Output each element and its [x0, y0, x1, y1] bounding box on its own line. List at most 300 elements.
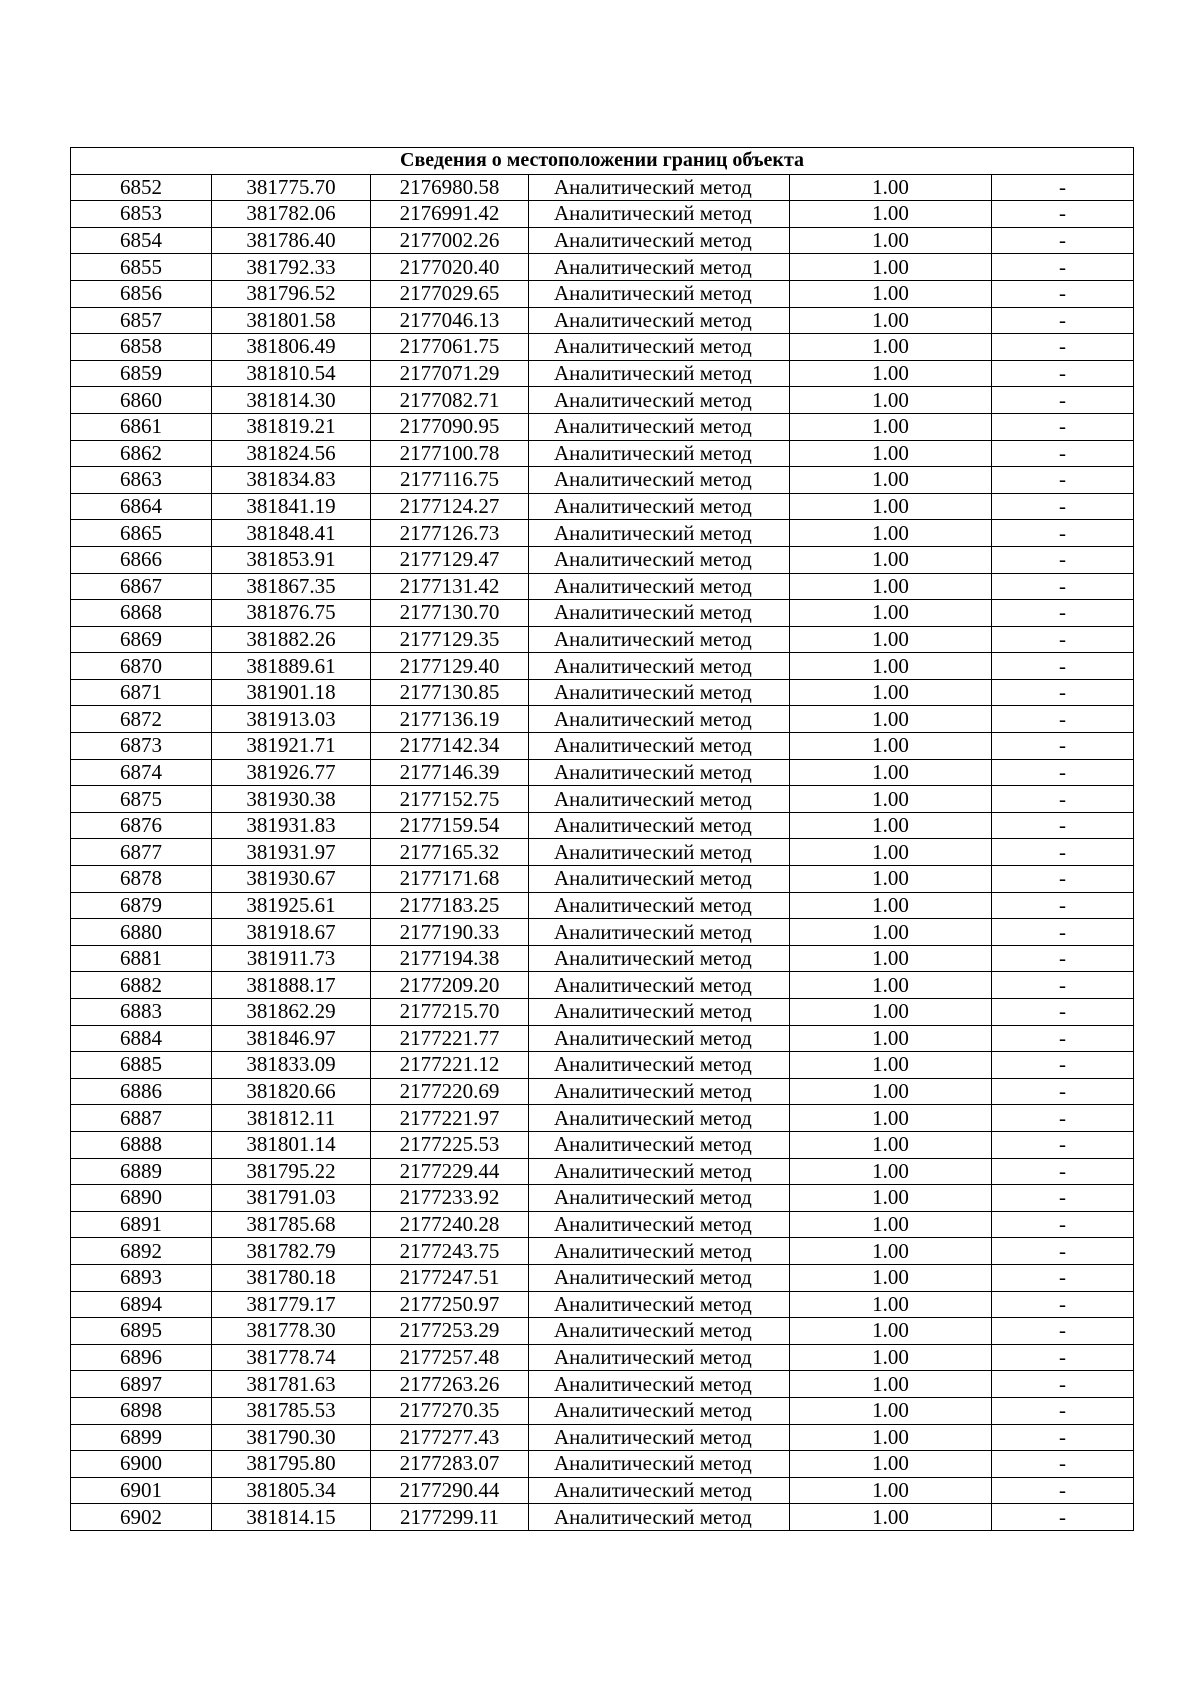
point-number-cell: 6859 — [71, 360, 212, 387]
accuracy-cell: 1.00 — [790, 201, 992, 228]
table-row — [71, 1025, 1134, 1052]
description-cell: - — [992, 493, 1134, 520]
x-coordinate-cell: 381820.66 — [212, 1078, 371, 1105]
description-cell: - — [992, 1211, 1134, 1238]
point-number-cell: 6893 — [71, 1264, 212, 1291]
description-cell: - — [992, 254, 1134, 281]
accuracy-cell: 1.00 — [790, 280, 992, 307]
table-row — [71, 1371, 1134, 1398]
table-row — [71, 1078, 1134, 1105]
point-number-cell: 6892 — [71, 1238, 212, 1265]
accuracy-cell: 1.00 — [790, 467, 992, 494]
y-coordinate-cell: 2177270.35 — [371, 1397, 529, 1424]
x-coordinate-cell: 381778.30 — [212, 1318, 371, 1345]
x-coordinate-cell: 381781.63 — [212, 1371, 371, 1398]
x-coordinate-cell: 381930.67 — [212, 866, 371, 893]
point-number-cell: 6867 — [71, 573, 212, 600]
table-row — [71, 546, 1134, 573]
y-coordinate-cell: 2177283.07 — [371, 1451, 529, 1478]
point-number-cell: 6902 — [71, 1504, 212, 1531]
x-coordinate-cell: 381901.18 — [212, 679, 371, 706]
description-cell: - — [992, 546, 1134, 573]
point-number-cell: 6884 — [71, 1025, 212, 1052]
accuracy-cell: 1.00 — [790, 1371, 992, 1398]
description-cell: - — [992, 307, 1134, 334]
table-row — [71, 493, 1134, 520]
description-cell: - — [992, 653, 1134, 680]
table-row — [71, 839, 1134, 866]
method-cell: Аналитический метод — [529, 1211, 790, 1238]
description-cell: - — [992, 866, 1134, 893]
accuracy-cell: 1.00 — [790, 892, 992, 919]
y-coordinate-cell: 2177029.65 — [371, 280, 529, 307]
y-coordinate-cell: 2177220.69 — [371, 1078, 529, 1105]
point-number-cell: 6887 — [71, 1105, 212, 1132]
method-cell: Аналитический метод — [529, 892, 790, 919]
y-coordinate-cell: 2177090.95 — [371, 413, 529, 440]
y-coordinate-cell: 2177159.54 — [371, 812, 529, 839]
x-coordinate-cell: 381785.53 — [212, 1397, 371, 1424]
y-coordinate-cell: 2177146.39 — [371, 759, 529, 786]
y-coordinate-cell: 2177263.26 — [371, 1371, 529, 1398]
description-cell: - — [992, 573, 1134, 600]
accuracy-cell: 1.00 — [790, 1451, 992, 1478]
description-cell: - — [992, 440, 1134, 467]
point-number-cell: 6898 — [71, 1397, 212, 1424]
accuracy-cell: 1.00 — [790, 413, 992, 440]
description-cell: - — [992, 892, 1134, 919]
accuracy-cell: 1.00 — [790, 972, 992, 999]
point-number-cell: 6856 — [71, 280, 212, 307]
x-coordinate-cell: 381778.74 — [212, 1344, 371, 1371]
method-cell: Аналитический метод — [529, 1052, 790, 1079]
x-coordinate-cell: 381930.38 — [212, 786, 371, 813]
method-cell: Аналитический метод — [529, 440, 790, 467]
x-coordinate-cell: 381806.49 — [212, 334, 371, 361]
table-row — [71, 1211, 1134, 1238]
x-coordinate-cell: 381862.29 — [212, 999, 371, 1026]
table-row — [71, 972, 1134, 999]
method-cell: Аналитический метод — [529, 1185, 790, 1212]
table-row — [71, 1238, 1134, 1265]
point-number-cell: 6889 — [71, 1158, 212, 1185]
x-coordinate-cell: 381775.70 — [212, 174, 371, 201]
x-coordinate-cell: 381782.06 — [212, 201, 371, 228]
x-coordinate-cell: 381814.15 — [212, 1504, 371, 1531]
table-row — [71, 334, 1134, 361]
point-number-cell: 6873 — [71, 733, 212, 760]
description-cell: - — [992, 1344, 1134, 1371]
description-cell: - — [992, 1052, 1134, 1079]
accuracy-cell: 1.00 — [790, 1291, 992, 1318]
accuracy-cell: 1.00 — [790, 1397, 992, 1424]
description-cell: - — [992, 1477, 1134, 1504]
point-number-cell: 6896 — [71, 1344, 212, 1371]
table-row — [71, 1504, 1134, 1531]
method-cell: Аналитический метод — [529, 201, 790, 228]
method-cell: Аналитический метод — [529, 839, 790, 866]
x-coordinate-cell: 381801.58 — [212, 307, 371, 334]
table-row — [71, 679, 1134, 706]
x-coordinate-cell: 381841.19 — [212, 493, 371, 520]
accuracy-cell: 1.00 — [790, 1078, 992, 1105]
description-cell: - — [992, 972, 1134, 999]
table-row — [71, 1451, 1134, 1478]
method-cell: Аналитический метод — [529, 1238, 790, 1265]
accuracy-cell: 1.00 — [790, 546, 992, 573]
method-cell: Аналитический метод — [529, 759, 790, 786]
y-coordinate-cell: 2177082.71 — [371, 387, 529, 414]
method-cell: Аналитический метод — [529, 999, 790, 1026]
accuracy-cell: 1.00 — [790, 679, 992, 706]
method-cell: Аналитический метод — [529, 493, 790, 520]
accuracy-cell: 1.00 — [790, 174, 992, 201]
point-number-cell: 6872 — [71, 706, 212, 733]
method-cell: Аналитический метод — [529, 1504, 790, 1531]
table-row — [71, 866, 1134, 893]
description-cell: - — [992, 334, 1134, 361]
table-row — [71, 573, 1134, 600]
x-coordinate-cell: 381931.83 — [212, 812, 371, 839]
point-number-cell: 6882 — [71, 972, 212, 999]
y-coordinate-cell: 2177247.51 — [371, 1264, 529, 1291]
y-coordinate-cell: 2177183.25 — [371, 892, 529, 919]
y-coordinate-cell: 2177229.44 — [371, 1158, 529, 1185]
y-coordinate-cell: 2177190.33 — [371, 919, 529, 946]
point-number-cell: 6875 — [71, 786, 212, 813]
point-number-cell: 6854 — [71, 227, 212, 254]
point-number-cell: 6860 — [71, 387, 212, 414]
y-coordinate-cell: 2177126.73 — [371, 520, 529, 547]
method-cell: Аналитический метод — [529, 786, 790, 813]
x-coordinate-cell: 381848.41 — [212, 520, 371, 547]
method-cell: Аналитический метод — [529, 1424, 790, 1451]
method-cell: Аналитический метод — [529, 812, 790, 839]
table-row — [71, 653, 1134, 680]
description-cell: - — [992, 839, 1134, 866]
point-number-cell: 6879 — [71, 892, 212, 919]
table-row — [71, 307, 1134, 334]
table-row — [71, 201, 1134, 228]
description-cell: - — [992, 706, 1134, 733]
point-number-cell: 6878 — [71, 866, 212, 893]
description-cell: - — [992, 945, 1134, 972]
method-cell: Аналитический метод — [529, 387, 790, 414]
table-row — [71, 413, 1134, 440]
table-row — [71, 360, 1134, 387]
x-coordinate-cell: 381801.14 — [212, 1131, 371, 1158]
method-cell: Аналитический метод — [529, 1078, 790, 1105]
y-coordinate-cell: 2177071.29 — [371, 360, 529, 387]
table-row — [71, 1344, 1134, 1371]
table-row — [71, 280, 1134, 307]
point-number-cell: 6895 — [71, 1318, 212, 1345]
point-number-cell: 6858 — [71, 334, 212, 361]
description-cell: - — [992, 600, 1134, 627]
table-title-row — [71, 148, 1134, 175]
y-coordinate-cell: 2177061.75 — [371, 334, 529, 361]
y-coordinate-cell: 2177194.38 — [371, 945, 529, 972]
x-coordinate-cell: 381888.17 — [212, 972, 371, 999]
method-cell: Аналитический метод — [529, 573, 790, 600]
table-row — [71, 1291, 1134, 1318]
point-number-cell: 6901 — [71, 1477, 212, 1504]
description-cell: - — [992, 919, 1134, 946]
table-row — [71, 520, 1134, 547]
x-coordinate-cell: 381867.35 — [212, 573, 371, 600]
description-cell: - — [992, 227, 1134, 254]
description-cell: - — [992, 1424, 1134, 1451]
method-cell: Аналитический метод — [529, 1025, 790, 1052]
method-cell: Аналитический метод — [529, 1451, 790, 1478]
accuracy-cell: 1.00 — [790, 1052, 992, 1079]
table-row — [71, 945, 1134, 972]
x-coordinate-cell: 381921.71 — [212, 733, 371, 760]
table-row — [71, 1185, 1134, 1212]
point-number-cell: 6870 — [71, 653, 212, 680]
table-row — [71, 733, 1134, 760]
accuracy-cell: 1.00 — [790, 334, 992, 361]
x-coordinate-cell: 381834.83 — [212, 467, 371, 494]
accuracy-cell: 1.00 — [790, 1477, 992, 1504]
point-number-cell: 6864 — [71, 493, 212, 520]
accuracy-cell: 1.00 — [790, 360, 992, 387]
description-cell: - — [992, 679, 1134, 706]
description-cell: - — [992, 1078, 1134, 1105]
x-coordinate-cell: 381913.03 — [212, 706, 371, 733]
accuracy-cell: 1.00 — [790, 307, 992, 334]
point-number-cell: 6862 — [71, 440, 212, 467]
description-cell: - — [992, 1291, 1134, 1318]
table-row — [71, 1105, 1134, 1132]
y-coordinate-cell: 2177299.11 — [371, 1504, 529, 1531]
x-coordinate-cell: 381824.56 — [212, 440, 371, 467]
x-coordinate-cell: 381876.75 — [212, 600, 371, 627]
accuracy-cell: 1.00 — [790, 1158, 992, 1185]
x-coordinate-cell: 381786.40 — [212, 227, 371, 254]
y-coordinate-cell: 2177221.12 — [371, 1052, 529, 1079]
point-number-cell: 6876 — [71, 812, 212, 839]
method-cell: Аналитический метод — [529, 626, 790, 653]
table-row — [71, 254, 1134, 281]
y-coordinate-cell: 2177116.75 — [371, 467, 529, 494]
accuracy-cell: 1.00 — [790, 1318, 992, 1345]
x-coordinate-cell: 381812.11 — [212, 1105, 371, 1132]
method-cell: Аналитический метод — [529, 919, 790, 946]
accuracy-cell: 1.00 — [790, 999, 992, 1026]
y-coordinate-cell: 2177240.28 — [371, 1211, 529, 1238]
description-cell: - — [992, 520, 1134, 547]
method-cell: Аналитический метод — [529, 733, 790, 760]
method-cell: Аналитический метод — [529, 520, 790, 547]
y-coordinate-cell: 2176980.58 — [371, 174, 529, 201]
table-row — [71, 467, 1134, 494]
accuracy-cell: 1.00 — [790, 626, 992, 653]
table-row — [71, 1424, 1134, 1451]
y-coordinate-cell: 2177129.35 — [371, 626, 529, 653]
description-cell: - — [992, 1504, 1134, 1531]
y-coordinate-cell: 2177129.47 — [371, 546, 529, 573]
y-coordinate-cell: 2177136.19 — [371, 706, 529, 733]
y-coordinate-cell: 2176991.42 — [371, 201, 529, 228]
accuracy-cell: 1.00 — [790, 1238, 992, 1265]
description-cell: - — [992, 1397, 1134, 1424]
accuracy-cell: 1.00 — [790, 520, 992, 547]
table-row — [71, 812, 1134, 839]
y-coordinate-cell: 2177130.70 — [371, 600, 529, 627]
x-coordinate-cell: 381810.54 — [212, 360, 371, 387]
description-cell: - — [992, 1238, 1134, 1265]
y-coordinate-cell: 2177152.75 — [371, 786, 529, 813]
y-coordinate-cell: 2177257.48 — [371, 1344, 529, 1371]
accuracy-cell: 1.00 — [790, 1344, 992, 1371]
point-number-cell: 6899 — [71, 1424, 212, 1451]
accuracy-cell: 1.00 — [790, 1131, 992, 1158]
point-number-cell: 6891 — [71, 1211, 212, 1238]
y-coordinate-cell: 2177020.40 — [371, 254, 529, 281]
y-coordinate-cell: 2177250.97 — [371, 1291, 529, 1318]
accuracy-cell: 1.00 — [790, 573, 992, 600]
accuracy-cell: 1.00 — [790, 812, 992, 839]
x-coordinate-cell: 381814.30 — [212, 387, 371, 414]
x-coordinate-cell: 381918.67 — [212, 919, 371, 946]
method-cell: Аналитический метод — [529, 653, 790, 680]
point-number-cell: 6894 — [71, 1291, 212, 1318]
method-cell: Аналитический метод — [529, 546, 790, 573]
y-coordinate-cell: 2177142.34 — [371, 733, 529, 760]
table-row — [71, 1318, 1134, 1345]
point-number-cell: 6853 — [71, 201, 212, 228]
description-cell: - — [992, 733, 1134, 760]
description-cell: - — [992, 1025, 1134, 1052]
x-coordinate-cell: 381780.18 — [212, 1264, 371, 1291]
method-cell: Аналитический метод — [529, 254, 790, 281]
method-cell: Аналитический метод — [529, 679, 790, 706]
table-title: Сведения о местоположении границ объекта — [71, 148, 1134, 175]
x-coordinate-cell: 381792.33 — [212, 254, 371, 281]
x-coordinate-cell: 381889.61 — [212, 653, 371, 680]
y-coordinate-cell: 2177165.32 — [371, 839, 529, 866]
y-coordinate-cell: 2177100.78 — [371, 440, 529, 467]
description-cell: - — [992, 1451, 1134, 1478]
y-coordinate-cell: 2177243.75 — [371, 1238, 529, 1265]
accuracy-cell: 1.00 — [790, 440, 992, 467]
x-coordinate-cell: 381795.80 — [212, 1451, 371, 1478]
x-coordinate-cell: 381882.26 — [212, 626, 371, 653]
method-cell: Аналитический метод — [529, 280, 790, 307]
point-number-cell: 6855 — [71, 254, 212, 281]
table-row — [71, 759, 1134, 786]
point-number-cell: 6866 — [71, 546, 212, 573]
description-cell: - — [992, 786, 1134, 813]
description-cell: - — [992, 759, 1134, 786]
point-number-cell: 6890 — [71, 1185, 212, 1212]
accuracy-cell: 1.00 — [790, 919, 992, 946]
table-row — [71, 1052, 1134, 1079]
point-number-cell: 6863 — [71, 467, 212, 494]
point-number-cell: 6880 — [71, 919, 212, 946]
table-row — [71, 1264, 1134, 1291]
method-cell: Аналитический метод — [529, 600, 790, 627]
y-coordinate-cell: 2177209.20 — [371, 972, 529, 999]
point-number-cell: 6865 — [71, 520, 212, 547]
description-cell: - — [992, 1185, 1134, 1212]
method-cell: Аналитический метод — [529, 307, 790, 334]
table-row — [71, 227, 1134, 254]
x-coordinate-cell: 381790.30 — [212, 1424, 371, 1451]
accuracy-cell: 1.00 — [790, 1025, 992, 1052]
y-coordinate-cell: 2177221.97 — [371, 1105, 529, 1132]
table-row — [71, 626, 1134, 653]
method-cell: Аналитический метод — [529, 1397, 790, 1424]
point-number-cell: 6857 — [71, 307, 212, 334]
point-number-cell: 6897 — [71, 1371, 212, 1398]
method-cell: Аналитический метод — [529, 706, 790, 733]
table-row — [71, 999, 1134, 1026]
y-coordinate-cell: 2177171.68 — [371, 866, 529, 893]
description-cell: - — [992, 1131, 1134, 1158]
y-coordinate-cell: 2177130.85 — [371, 679, 529, 706]
table-row — [71, 1131, 1134, 1158]
description-cell: - — [992, 999, 1134, 1026]
accuracy-cell: 1.00 — [790, 1264, 992, 1291]
point-number-cell: 6877 — [71, 839, 212, 866]
method-cell: Аналитический метод — [529, 1291, 790, 1318]
description-cell: - — [992, 387, 1134, 414]
point-number-cell: 6886 — [71, 1078, 212, 1105]
y-coordinate-cell: 2177129.40 — [371, 653, 529, 680]
point-number-cell: 6885 — [71, 1052, 212, 1079]
accuracy-cell: 1.00 — [790, 733, 992, 760]
description-cell: - — [992, 360, 1134, 387]
x-coordinate-cell: 381926.77 — [212, 759, 371, 786]
accuracy-cell: 1.00 — [790, 866, 992, 893]
method-cell: Аналитический метод — [529, 1158, 790, 1185]
table-row — [71, 387, 1134, 414]
method-cell: Аналитический метод — [529, 227, 790, 254]
accuracy-cell: 1.00 — [790, 600, 992, 627]
table-row — [71, 600, 1134, 627]
x-coordinate-cell: 381819.21 — [212, 413, 371, 440]
accuracy-cell: 1.00 — [790, 839, 992, 866]
method-cell: Аналитический метод — [529, 467, 790, 494]
point-number-cell: 6881 — [71, 945, 212, 972]
accuracy-cell: 1.00 — [790, 706, 992, 733]
method-cell: Аналитический метод — [529, 1105, 790, 1132]
x-coordinate-cell: 381805.34 — [212, 1477, 371, 1504]
table-row — [71, 174, 1134, 201]
table-body — [71, 174, 1134, 1530]
accuracy-cell: 1.00 — [790, 1105, 992, 1132]
description-cell: - — [992, 1158, 1134, 1185]
table-row — [71, 1477, 1134, 1504]
accuracy-cell: 1.00 — [790, 653, 992, 680]
description-cell: - — [992, 201, 1134, 228]
method-cell: Аналитический метод — [529, 1344, 790, 1371]
description-cell: - — [992, 812, 1134, 839]
table-row — [71, 892, 1134, 919]
x-coordinate-cell: 381925.61 — [212, 892, 371, 919]
method-cell: Аналитический метод — [529, 360, 790, 387]
x-coordinate-cell: 381846.97 — [212, 1025, 371, 1052]
x-coordinate-cell: 381791.03 — [212, 1185, 371, 1212]
y-coordinate-cell: 2177221.77 — [371, 1025, 529, 1052]
y-coordinate-cell: 2177002.26 — [371, 227, 529, 254]
accuracy-cell: 1.00 — [790, 227, 992, 254]
method-cell: Аналитический метод — [529, 174, 790, 201]
point-number-cell: 6861 — [71, 413, 212, 440]
x-coordinate-cell: 381833.09 — [212, 1052, 371, 1079]
